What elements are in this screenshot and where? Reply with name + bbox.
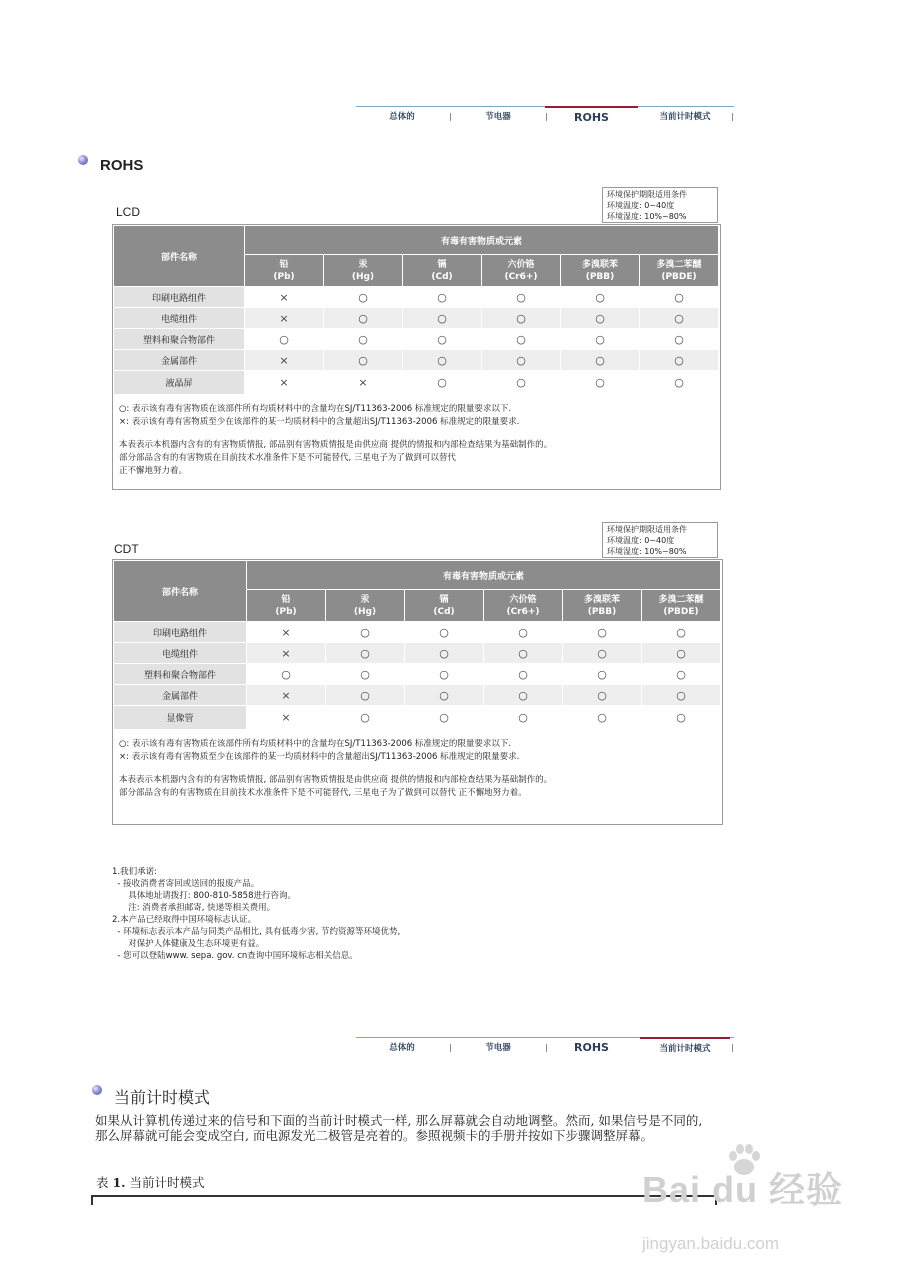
timing-title: 当前计时模式 [114, 1088, 211, 1107]
table-cell: ○ [324, 287, 403, 308]
bullet-icon [92, 1085, 102, 1095]
tab-timing-mode[interactable]: 当前计时模式 [659, 112, 711, 122]
baidu-watermark [642, 1140, 862, 1270]
part-name: 印刷电路组件 [114, 287, 245, 308]
nav-separator [732, 113, 733, 121]
legend-note: ○: 表示该有毒有害物质在该部件所有均质材料中的含量均在SJ/T11363-2006 标准规定的限量要求以下. [119, 404, 512, 414]
commitment-line: 1.我们承诺: [112, 867, 157, 877]
lcd-substance-table [113, 225, 719, 395]
caption-prefix: 表 [96, 1175, 113, 1190]
substance-header [247, 590, 326, 622]
substance-symbol: (Pb) [275, 606, 297, 617]
table-cell: ○ [561, 308, 640, 329]
lcd-table-block [112, 224, 721, 490]
substance-symbol: (Cr6+) [504, 271, 538, 282]
table-cell: ○ [561, 287, 640, 308]
tab-timing-mode[interactable]: 当前计时模式 [640, 1037, 730, 1059]
tab-rohs[interactable]: ROHS [545, 106, 638, 128]
table-row [114, 622, 721, 643]
part-name: 塑料和聚合物部件 [114, 664, 247, 685]
part-name: 金属部件 [114, 350, 245, 371]
table-cell: × [247, 622, 326, 643]
substance-header [482, 255, 561, 287]
substance-header [563, 590, 642, 622]
substance-header [326, 590, 405, 622]
table-cell: ○ [484, 643, 563, 664]
part-name: 电缆组件 [114, 643, 247, 664]
statement-line: 正不懈地努力着。 [119, 466, 188, 476]
table-cell: ○ [484, 706, 563, 730]
table-cell: ○ [482, 371, 561, 395]
header-substances: 有毒有害物质或元素 [245, 226, 719, 255]
table-cell: ○ [326, 622, 405, 643]
substance-header [640, 255, 719, 287]
table-cell: ○ [642, 706, 721, 730]
statement-line: 本表表示本机器内含有的有害物质情报, 部品别有害物质情报是由供应商 提供的情报和内部检查结果为基础制作的。 [119, 775, 553, 785]
table-cell: ○ [403, 350, 482, 371]
caption-text: 当前计时模式 [125, 1175, 205, 1190]
table-row [114, 664, 721, 685]
cdt-label: CDT [114, 542, 139, 556]
table-cell: ○ [482, 329, 561, 350]
table-cell: × [245, 287, 324, 308]
table-cell: ○ [563, 622, 642, 643]
table-cell: ○ [324, 329, 403, 350]
substance-name: 六价铬 [507, 259, 535, 270]
substance-header [403, 255, 482, 287]
tab-power-saver[interactable]: 节电器 [485, 112, 511, 122]
table-cell: ○ [561, 371, 640, 395]
substance-name: 铅 [279, 259, 289, 270]
commitment-line: - 接收消费者寄回或送回的报废产品。 [112, 879, 260, 889]
table-cell: ○ [482, 308, 561, 329]
substance-name: 多溴联苯 [581, 259, 618, 270]
rohs-title: ROHS [100, 157, 144, 174]
lcd-label: LCD [116, 205, 141, 219]
statement-line: 部分部品含有的有害物质在目前技术水准条件下是不可能替代, 三星电子为了做到可以替代 正不懈地努力着。 [119, 788, 527, 798]
substance-name: 多溴联苯 [583, 594, 620, 605]
condition-line: 环境温度: 0~40度 [607, 536, 675, 545]
cdt-table-block [112, 559, 723, 825]
table-cell: × [245, 350, 324, 371]
legend-note: ×: 表示该有毒有害物质至少在该部件的某一均质材料中的含量超出SJ/T11363-2006 标准规定的限量要求. [119, 752, 520, 762]
table-cell: ○ [326, 643, 405, 664]
condition-line: 环境温度: 0~40度 [607, 201, 675, 210]
table-row [114, 685, 721, 706]
table-border-tick [91, 1195, 93, 1205]
table-cell: ○ [640, 287, 719, 308]
substance-name: 铅 [281, 594, 291, 605]
table-top-border [91, 1195, 717, 1197]
table-cell: ○ [642, 622, 721, 643]
table-cell: ○ [640, 371, 719, 395]
substance-symbol: (Cd) [433, 606, 455, 617]
table-cell: ○ [403, 287, 482, 308]
part-name: 印刷电路组件 [114, 622, 247, 643]
part-name: 金属部件 [114, 685, 247, 706]
cdt-conditions-box [602, 522, 718, 558]
cdt-substance-table [113, 560, 721, 730]
substance-header [245, 255, 324, 287]
bottom-nav [356, 1037, 734, 1058]
statement-line: 部分部品含有的有害物质在目前技术水准条件下是不可能替代, 三星电子为了做到可以替代 [119, 453, 456, 463]
condition-line: 环境保护期限适用条件 [607, 190, 687, 199]
table-row [114, 706, 721, 730]
nav-separator [450, 1044, 451, 1052]
table-cell: ○ [405, 706, 484, 730]
tab-overview[interactable]: 总体的 [389, 1043, 415, 1053]
table-cell: ○ [561, 329, 640, 350]
part-name: 液晶屏 [114, 371, 245, 395]
condition-line: 环境湿度: 10%~80% [607, 212, 687, 221]
commitment-line: - 您可以登陆www. sepa. gov. cn查询中国环境标志相关信息。 [112, 951, 358, 961]
substance-symbol: (Hg) [351, 271, 375, 282]
part-name: 显像管 [114, 706, 247, 730]
table-cell: ○ [403, 308, 482, 329]
table-row [114, 287, 719, 308]
table-cell: ○ [563, 643, 642, 664]
commitment-line: 注: 消费者承担邮寄, 快递等相关费用。 [112, 903, 276, 913]
commitment-line: 2.本产品已经取得中国环境标志认证。 [112, 915, 257, 925]
table-row [114, 643, 721, 664]
substance-header [484, 590, 563, 622]
table-cell: ○ [563, 685, 642, 706]
condition-line: 环境湿度: 10%~80% [607, 547, 687, 556]
table-cell: ○ [405, 664, 484, 685]
substance-symbol: (Hg) [353, 606, 377, 617]
commitment-line: 对保护人体健康及生态环境更有益。 [112, 939, 265, 949]
table-cell: ○ [484, 685, 563, 706]
table-cell: ○ [642, 685, 721, 706]
table-cell: ○ [324, 308, 403, 329]
table-row [114, 308, 719, 329]
substance-symbol: (PBB) [587, 606, 617, 617]
nav-separator [732, 1044, 733, 1052]
substance-header [324, 255, 403, 287]
watermark-url: jingyan.baidu.com [642, 1234, 780, 1253]
table-cell: ○ [561, 350, 640, 371]
table-cell: ○ [405, 643, 484, 664]
substance-symbol: (PBB) [585, 271, 615, 282]
table-row [114, 371, 719, 395]
header-part-name: 部件名称 [114, 561, 247, 622]
table-cell: ○ [642, 664, 721, 685]
lcd-conditions-box [602, 187, 718, 223]
table-cell: ○ [403, 371, 482, 395]
substance-symbol: (Cd) [431, 271, 453, 282]
tab-power-saver[interactable]: 节电器 [485, 1043, 511, 1053]
table-cell: × [247, 706, 326, 730]
substance-symbol: (PBDE) [661, 271, 697, 282]
tab-rohs[interactable]: ROHS [574, 1041, 609, 1054]
table-cell: ○ [403, 329, 482, 350]
table-caption [96, 1173, 205, 1191]
substance-name: 六价铬 [509, 594, 537, 605]
table-cell: ○ [484, 622, 563, 643]
caption-number: 1. [112, 1175, 126, 1190]
substance-symbol: (Cr6+) [506, 606, 540, 617]
substance-header [642, 590, 721, 622]
nav-separator [450, 113, 451, 121]
substance-name: 镉 [437, 259, 447, 270]
bullet-icon [78, 155, 88, 165]
substance-symbol: (PBDE) [663, 606, 699, 617]
part-name: 电缆组件 [114, 308, 245, 329]
table-cell: ○ [642, 643, 721, 664]
table-cell: ○ [326, 685, 405, 706]
substance-name: 多溴二苯醚 [656, 259, 702, 270]
table-cell: ○ [640, 350, 719, 371]
table-cell: ○ [484, 664, 563, 685]
table-cell: × [245, 371, 324, 395]
table-row [114, 350, 719, 371]
table-cell: ○ [405, 622, 484, 643]
substance-header [405, 590, 484, 622]
table-cell: × [324, 371, 403, 395]
lcd-notes [119, 403, 552, 478]
commitment-line: 具体地址请拨打: 800-810-5858进行咨询。 [112, 891, 296, 901]
table-cell: × [247, 643, 326, 664]
commitments [112, 866, 400, 962]
table-row [114, 329, 719, 350]
table-cell: ○ [563, 664, 642, 685]
table-cell: ○ [640, 308, 719, 329]
substance-name: 汞 [360, 594, 370, 605]
cdt-notes [119, 738, 552, 800]
table-cell: × [247, 685, 326, 706]
table-cell: ○ [482, 287, 561, 308]
timing-paragraph: 如果从计算机传递过来的信号和下面的当前计时模式一样, 那么屏幕就会自动地调整。然而, 如果信号是不同的, 那么屏幕就可能会变成空白, 而电源发光二极管是亮着的。参照视频卡的手册并按如下步骤调整屏幕。 [95, 1113, 703, 1143]
top-nav [356, 106, 734, 127]
part-name: 塑料和聚合物部件 [114, 329, 245, 350]
table-cell: ○ [324, 350, 403, 371]
table-cell: ○ [563, 706, 642, 730]
table-cell: ○ [482, 350, 561, 371]
table-cell: × [245, 308, 324, 329]
substance-name: 多溴二苯醚 [658, 594, 704, 605]
header-substances: 有毒有害物质或元素 [247, 561, 721, 590]
legend-note: ○: 表示该有毒有害物质在该部件所有均质材料中的含量均在SJ/T11363-2006 标准规定的限量要求以下. [119, 739, 512, 749]
substance-name: 汞 [358, 259, 368, 270]
statement-line: 本表表示本机器内含有的有害物质情报, 部品别有害物质情报是由供应商 提供的情报和内部检查结果为基础制作的。 [119, 440, 553, 450]
table-cell: ○ [326, 706, 405, 730]
commitment-line: - 环境标志表示本产品与同类产品相比, 具有低毒少害, 节约资源等环境优势, [112, 927, 401, 937]
table-cell: ○ [405, 685, 484, 706]
legend-note: ×: 表示该有毒有害物质至少在该部件的某一均质材料中的含量超出SJ/T11363-2006 标准规定的限量要求. [119, 417, 520, 427]
table-cell: ○ [247, 664, 326, 685]
table-cell: ○ [245, 329, 324, 350]
watermark-brand: Bai du 经验 [642, 1169, 844, 1210]
condition-line: 环境保护期限适用条件 [607, 525, 687, 534]
substance-symbol: (Pb) [273, 271, 295, 282]
substance-header [561, 255, 640, 287]
tab-overview[interactable]: 总体的 [389, 112, 415, 122]
table-cell: ○ [640, 329, 719, 350]
header-part-name: 部件名称 [114, 226, 245, 287]
substance-name: 镉 [439, 594, 449, 605]
table-cell: ○ [326, 664, 405, 685]
